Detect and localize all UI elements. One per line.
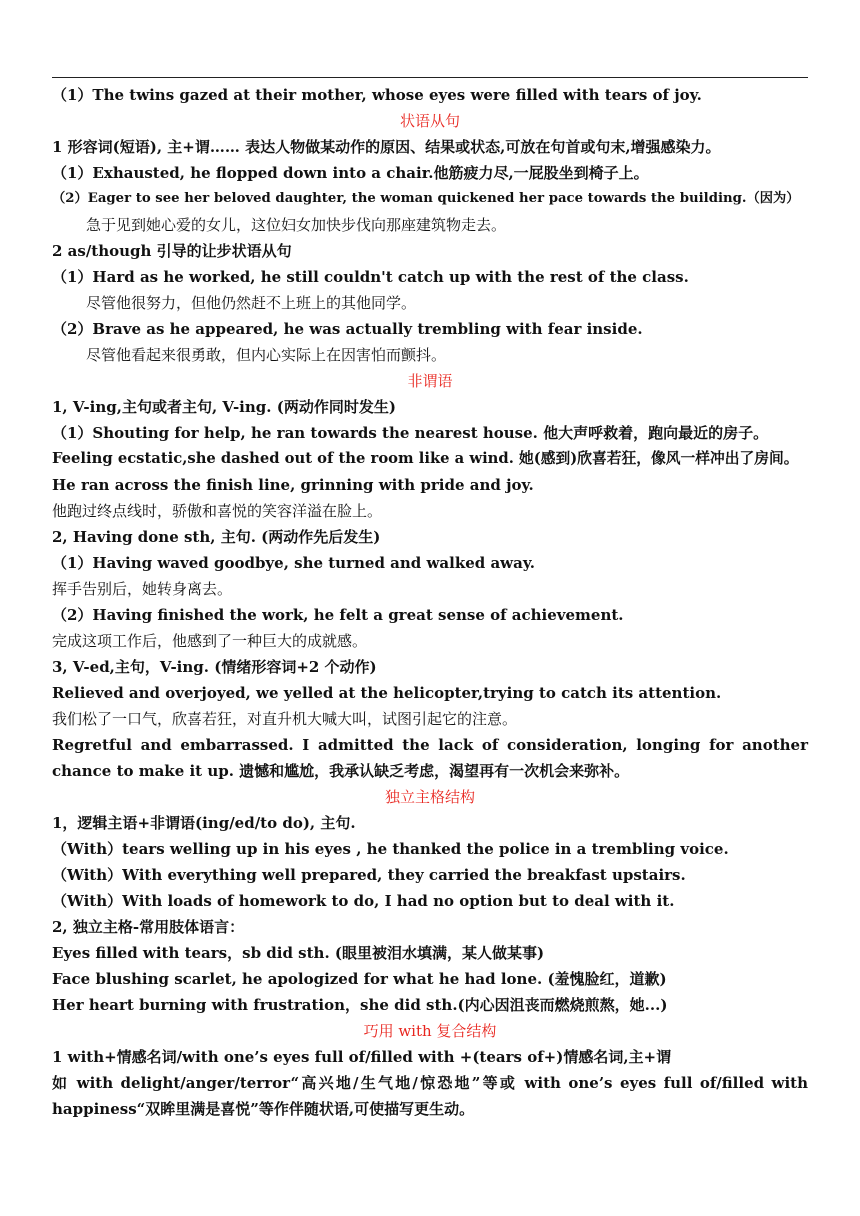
text-line: 尽管他很努力，但他仍然赶不上班上的其他同学。 <box>86 294 417 312</box>
text-paragraph: Regretful and embarrassed. I admitted the lack of consideration, longing for another chance to make it up. 遗憾和尴尬，我承认缺乏考虑，渴望再有一次机会来弥补。 <box>52 736 808 780</box>
text-line: Feeling ecstatic,she dashed out of the room like a wind. 她(感到)欣喜若狂，像风一样冲出了房间。 <box>52 450 799 467</box>
header-rule <box>52 77 808 78</box>
text-line: 1，逻辑主语+非谓语(ing/ed/to do), 主句. <box>52 814 356 832</box>
text-line: （1）Exhausted, he flopped down into a chair.他筋疲力尽,一屁股坐到椅子上。 <box>52 164 649 182</box>
text-line: Face blushing scarlet, he apologized for what he had lone. (羞愧脸红，道歉) <box>52 970 667 988</box>
text-line: （2）Having finished the work, he felt a great sense of achievement. <box>52 606 624 624</box>
text-line: （2）Eager to see her beloved daughter, the woman quickened her pace towards the building.（因为） <box>52 191 800 206</box>
text-line: （1）Hard as he worked, he still couldn't catch up with the rest of the class. <box>52 268 689 286</box>
text-line: 2, 独立主格-常用肢体语言： <box>52 918 245 936</box>
text-line: （With）With loads of homework to do, I had no option but to deal with it. <box>52 892 675 910</box>
text-line: （1）Having waved goodbye, she turned and walked away. <box>52 554 536 572</box>
section-heading: 状语从句 <box>399 112 460 130</box>
text-line: 他跑过终点线时，骄傲和喜悦的笑容洋溢在脸上。 <box>52 502 383 520</box>
text-line: 3, V-ed,主句，V-ing. (情绪形容词+2 个动作) <box>52 658 377 676</box>
text-line: （1）Shouting for help, he ran towards the nearest house. 他大声呼救着，跑向最近的房子。 <box>52 424 769 442</box>
text-line: Relieved and overjoyed, we yelled at the helicopter,trying to catch its attention. <box>52 684 722 702</box>
text-line: 1 形容词(短语), 主+谓…… 表达人物做某动作的原因、结果或状态,可放在句首或句末,增强感染力。 <box>52 138 721 156</box>
text-line: （2）Brave as he appeared, he was actually trembling with fear inside. <box>52 320 643 338</box>
text-line: （With）With everything well prepared, they carried the breakfast upstairs. <box>52 866 686 884</box>
text-line: 完成这项工作后，他感到了一种巨大的成就感。 <box>52 632 368 650</box>
text-line: Eyes filled with tears，sb did sth. (眼里被泪水填满，某人做某事) <box>52 944 545 962</box>
text-line: 急于见到她心爱的女儿，这位妇女加快步伐向那座建筑物走去。 <box>86 216 507 234</box>
text-line: 2 as/though 引导的让步状语从句 <box>52 242 292 260</box>
text-line: （1）The twins gazed at their mother, whose eyes were filled with tears of joy. <box>52 86 702 104</box>
section-heading: 独立主格结构 <box>384 788 475 806</box>
text-line: 2, Having done sth, 主句. (两动作先后发生) <box>52 528 381 546</box>
section-heading: 非谓语 <box>407 372 453 390</box>
text-line: 尽管他看起来很勇敢，但内心实际上在因害怕而颤抖。 <box>86 346 447 364</box>
text-line: He ran across the finish line, grinning with pride and joy. <box>52 476 534 494</box>
text-line: 1 with+情感名词/with one’s eyes full of/filled with +(tears of+)情感名词,主+谓 <box>52 1048 672 1066</box>
text-paragraph: 如 with delight/anger/terror“高兴地/生气地/惊恐地”等或 with one’s eyes full of/filled with happiness“双眸里满是喜悦”等作伴随状语,可使描写更生动。 <box>52 1074 808 1118</box>
text-line: （With）tears welling up in his eyes , he thanked the police in a trembling voice. <box>52 840 729 858</box>
text-line: 挥手告别后，她转身离去。 <box>52 580 233 598</box>
text-line: 我们松了一口气，欣喜若狂，对直升机大喊大叫，试图引起它的注意。 <box>52 710 518 728</box>
text-line: Her heart burning with frustration，she did sth.(内心因沮丧而燃烧煎熬，她...) <box>52 996 668 1014</box>
text-line: 1, V-ing,主句或者主句, V-ing. (两动作同时发生) <box>52 398 396 416</box>
document-body <box>52 82 808 1122</box>
section-heading: 巧用 with 复合结构 <box>363 1022 497 1040</box>
